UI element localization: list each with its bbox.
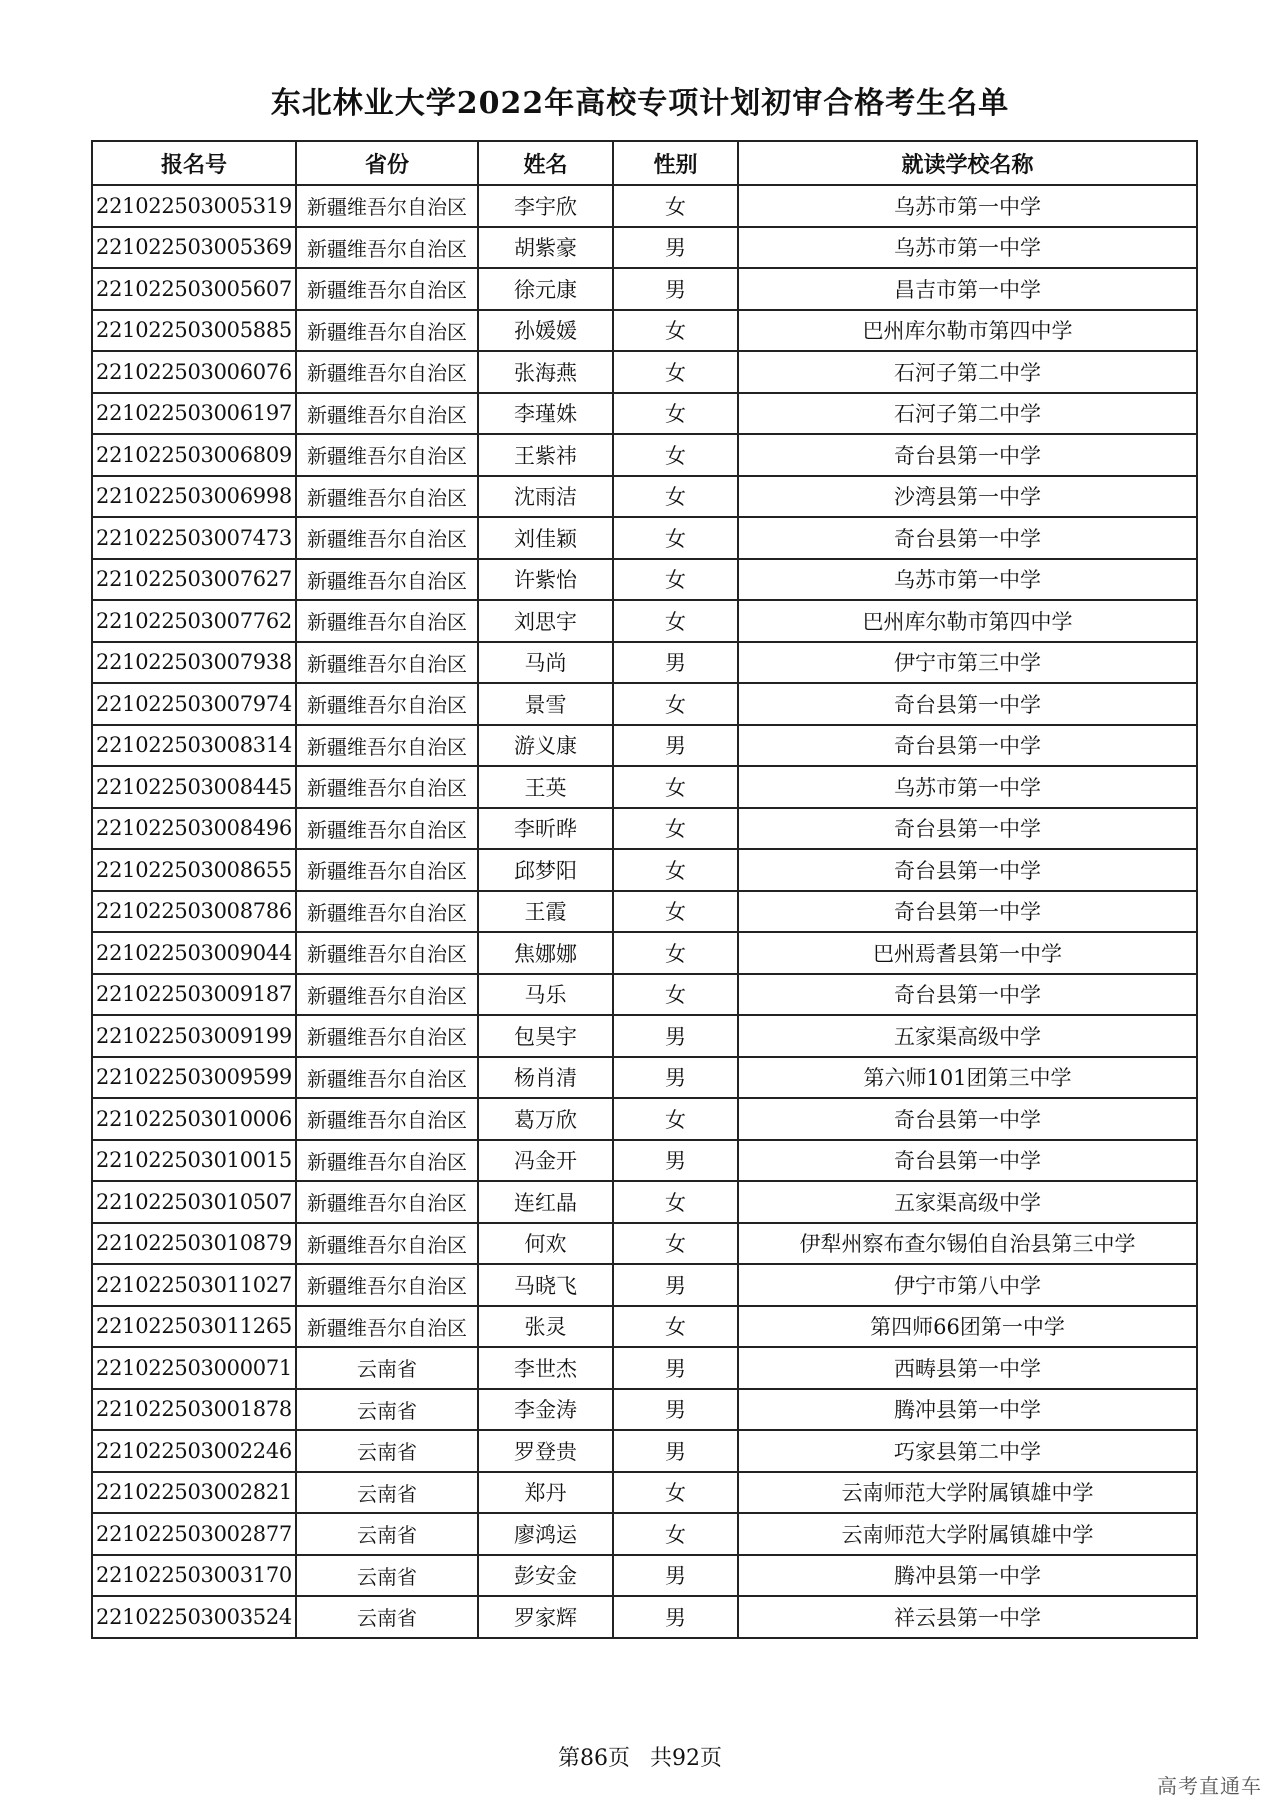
province-cell: 新疆维吾尔自治区	[296, 891, 478, 933]
table-row	[92, 808, 1197, 850]
province-cell: 新疆维吾尔自治区	[296, 476, 478, 518]
gender-cell: 男	[613, 1264, 738, 1306]
registration-number-cell: 221022503011265	[92, 1306, 296, 1348]
table-row	[92, 1223, 1197, 1265]
gender-cell: 女	[613, 1181, 738, 1223]
school-cell: 第四师66团第一中学	[738, 1306, 1197, 1348]
table-row	[92, 1555, 1197, 1597]
name-cell: 马晓飞	[478, 1264, 613, 1306]
school-cell: 奇台县第一中学	[738, 891, 1197, 933]
school-cell: 奇台县第一中学	[738, 1098, 1197, 1140]
registration-number-cell: 221022503001878	[92, 1389, 296, 1431]
candidate-table	[91, 140, 1198, 1639]
school-cell: 奇台县第一中学	[738, 517, 1197, 559]
name-cell: 许紫怡	[478, 559, 613, 601]
gender-cell: 男	[613, 1430, 738, 1472]
gender-cell: 女	[613, 351, 738, 393]
table-row	[92, 351, 1197, 393]
table-row	[92, 1306, 1197, 1348]
gender-cell: 女	[613, 434, 738, 476]
gender-cell: 男	[613, 1140, 738, 1182]
registration-number-cell: 221022503007627	[92, 559, 296, 601]
province-cell: 云南省	[296, 1472, 478, 1514]
province-cell: 云南省	[296, 1389, 478, 1431]
province-cell: 新疆维吾尔自治区	[296, 227, 478, 269]
registration-number-cell: 221022503010879	[92, 1223, 296, 1265]
registration-number-cell: 221022503009199	[92, 1015, 296, 1057]
name-cell: 邱梦阳	[478, 849, 613, 891]
name-cell: 罗家辉	[478, 1596, 613, 1638]
gender-cell: 女	[613, 683, 738, 725]
gender-cell: 女	[613, 974, 738, 1016]
table-row	[92, 1140, 1197, 1182]
registration-number-cell: 221022503008445	[92, 766, 296, 808]
name-cell: 李昕晔	[478, 808, 613, 850]
gender-cell: 女	[613, 559, 738, 601]
province-cell: 新疆维吾尔自治区	[296, 310, 478, 352]
name-cell: 冯金开	[478, 1140, 613, 1182]
gender-cell: 男	[613, 1596, 738, 1638]
name-cell: 马乐	[478, 974, 613, 1016]
header-name: 姓名	[478, 141, 613, 185]
table-row	[92, 849, 1197, 891]
table-row	[92, 1430, 1197, 1472]
registration-number-cell: 221022503000071	[92, 1347, 296, 1389]
school-cell: 五家渠高级中学	[738, 1015, 1197, 1057]
school-cell: 石河子第二中学	[738, 393, 1197, 435]
school-cell: 石河子第二中学	[738, 351, 1197, 393]
registration-number-cell: 221022503006076	[92, 351, 296, 393]
registration-number-cell: 221022503003170	[92, 1555, 296, 1597]
name-cell: 张灵	[478, 1306, 613, 1348]
school-cell: 奇台县第一中学	[738, 683, 1197, 725]
registration-number-cell: 221022503005607	[92, 268, 296, 310]
registration-number-cell: 221022503010006	[92, 1098, 296, 1140]
name-cell: 李宇欣	[478, 185, 613, 227]
gender-cell: 男	[613, 725, 738, 767]
table-row	[92, 1389, 1197, 1431]
table-row	[92, 1181, 1197, 1223]
table-row	[92, 1472, 1197, 1514]
province-cell: 新疆维吾尔自治区	[296, 600, 478, 642]
gender-cell: 女	[613, 600, 738, 642]
school-cell: 巴州库尔勒市第四中学	[738, 310, 1197, 352]
registration-number-cell: 221022503009187	[92, 974, 296, 1016]
gender-cell: 女	[613, 766, 738, 808]
table-body	[92, 185, 1197, 1638]
province-cell: 云南省	[296, 1513, 478, 1555]
gender-cell: 女	[613, 1223, 738, 1265]
name-cell: 游义康	[478, 725, 613, 767]
name-cell: 马尚	[478, 642, 613, 684]
school-cell: 沙湾县第一中学	[738, 476, 1197, 518]
table-row	[92, 600, 1197, 642]
province-cell: 新疆维吾尔自治区	[296, 808, 478, 850]
school-cell: 乌苏市第一中学	[738, 185, 1197, 227]
registration-number-cell: 221022503003524	[92, 1596, 296, 1638]
page-number: 第86页	[558, 1746, 630, 1771]
registration-number-cell: 221022503002821	[92, 1472, 296, 1514]
registration-number-cell: 221022503007974	[92, 683, 296, 725]
table-row	[92, 268, 1197, 310]
table-row	[92, 683, 1197, 725]
province-cell: 新疆维吾尔自治区	[296, 1306, 478, 1348]
school-cell: 第六师101团第三中学	[738, 1057, 1197, 1099]
school-cell: 乌苏市第一中学	[738, 766, 1197, 808]
name-cell: 胡紫豪	[478, 227, 613, 269]
province-cell: 新疆维吾尔自治区	[296, 974, 478, 1016]
name-cell: 王霞	[478, 891, 613, 933]
gender-cell: 女	[613, 476, 738, 518]
header-province: 省份	[296, 141, 478, 185]
header-gender: 性别	[613, 141, 738, 185]
school-cell: 五家渠高级中学	[738, 1181, 1197, 1223]
name-cell: 何欢	[478, 1223, 613, 1265]
name-cell: 罗登贵	[478, 1430, 613, 1472]
school-cell: 西畴县第一中学	[738, 1347, 1197, 1389]
name-cell: 王英	[478, 766, 613, 808]
school-cell: 祥云县第一中学	[738, 1596, 1197, 1638]
name-cell: 刘佳颖	[478, 517, 613, 559]
name-cell: 孙媛媛	[478, 310, 613, 352]
table-row	[92, 1596, 1197, 1638]
table-row	[92, 227, 1197, 269]
gender-cell: 男	[613, 227, 738, 269]
gender-cell: 女	[613, 310, 738, 352]
name-cell: 包昊宇	[478, 1015, 613, 1057]
table-row	[92, 310, 1197, 352]
gender-cell: 女	[613, 849, 738, 891]
name-cell: 李瑾姝	[478, 393, 613, 435]
province-cell: 新疆维吾尔自治区	[296, 351, 478, 393]
name-cell: 刘思宇	[478, 600, 613, 642]
watermark: 高考直通车	[1157, 1774, 1262, 1798]
province-cell: 新疆维吾尔自治区	[296, 642, 478, 684]
registration-number-cell: 221022503007473	[92, 517, 296, 559]
table-row	[92, 974, 1197, 1016]
province-cell: 新疆维吾尔自治区	[296, 766, 478, 808]
registration-number-cell: 221022503008786	[92, 891, 296, 933]
name-cell: 葛万欣	[478, 1098, 613, 1140]
table-row	[92, 1347, 1197, 1389]
gender-cell: 女	[613, 891, 738, 933]
table-row	[92, 891, 1197, 933]
registration-number-cell: 221022503005319	[92, 185, 296, 227]
province-cell: 新疆维吾尔自治区	[296, 1140, 478, 1182]
name-cell: 李金涛	[478, 1389, 613, 1431]
registration-number-cell: 221022503011027	[92, 1264, 296, 1306]
page-total: 共92页	[650, 1746, 722, 1771]
registration-number-cell: 221022503002877	[92, 1513, 296, 1555]
table-row	[92, 434, 1197, 476]
school-cell: 昌吉市第一中学	[738, 268, 1197, 310]
province-cell: 新疆维吾尔自治区	[296, 268, 478, 310]
province-cell: 新疆维吾尔自治区	[296, 1181, 478, 1223]
gender-cell: 女	[613, 1513, 738, 1555]
gender-cell: 女	[613, 517, 738, 559]
province-cell: 云南省	[296, 1347, 478, 1389]
province-cell: 新疆维吾尔自治区	[296, 1057, 478, 1099]
name-cell: 连红晶	[478, 1181, 613, 1223]
school-cell: 云南师范大学附属镇雄中学	[738, 1513, 1197, 1555]
table-row	[92, 1015, 1197, 1057]
school-cell: 云南师范大学附属镇雄中学	[738, 1472, 1197, 1514]
registration-number-cell: 221022503006809	[92, 434, 296, 476]
name-cell: 彭安金	[478, 1555, 613, 1597]
registration-number-cell: 221022503009599	[92, 1057, 296, 1099]
school-cell: 伊宁市第三中学	[738, 642, 1197, 684]
registration-number-cell: 221022503007938	[92, 642, 296, 684]
province-cell: 新疆维吾尔自治区	[296, 683, 478, 725]
table-row	[92, 476, 1197, 518]
province-cell: 云南省	[296, 1596, 478, 1638]
name-cell: 焦娜娜	[478, 932, 613, 974]
province-cell: 新疆维吾尔自治区	[296, 849, 478, 891]
school-cell: 乌苏市第一中学	[738, 559, 1197, 601]
table-row	[92, 725, 1197, 767]
page-footer	[0, 1741, 1280, 1772]
province-cell: 新疆维吾尔自治区	[296, 434, 478, 476]
province-cell: 新疆维吾尔自治区	[296, 517, 478, 559]
registration-number-cell: 221022503009044	[92, 932, 296, 974]
province-cell: 云南省	[296, 1430, 478, 1472]
province-cell: 新疆维吾尔自治区	[296, 185, 478, 227]
registration-number-cell: 221022503010507	[92, 1181, 296, 1223]
table-header-row	[92, 141, 1197, 185]
registration-number-cell: 221022503005369	[92, 227, 296, 269]
gender-cell: 女	[613, 808, 738, 850]
school-cell: 巴州库尔勒市第四中学	[738, 600, 1197, 642]
province-cell: 新疆维吾尔自治区	[296, 932, 478, 974]
name-cell: 杨肖清	[478, 1057, 613, 1099]
registration-number-cell: 221022503010015	[92, 1140, 296, 1182]
gender-cell: 男	[613, 642, 738, 684]
gender-cell: 男	[613, 1015, 738, 1057]
school-cell: 奇台县第一中学	[738, 434, 1197, 476]
table-row	[92, 766, 1197, 808]
name-cell: 沈雨洁	[478, 476, 613, 518]
school-cell: 奇台县第一中学	[738, 725, 1197, 767]
registration-number-cell: 221022503005885	[92, 310, 296, 352]
gender-cell: 男	[613, 1347, 738, 1389]
registration-number-cell: 221022503008314	[92, 725, 296, 767]
name-cell: 张海燕	[478, 351, 613, 393]
gender-cell: 女	[613, 185, 738, 227]
gender-cell: 女	[613, 1306, 738, 1348]
province-cell: 新疆维吾尔自治区	[296, 725, 478, 767]
table-row	[92, 932, 1197, 974]
gender-cell: 女	[613, 1472, 738, 1514]
school-cell: 伊犁州察布查尔锡伯自治县第三中学	[738, 1223, 1197, 1265]
gender-cell: 男	[613, 1057, 738, 1099]
table-row	[92, 1513, 1197, 1555]
gender-cell: 男	[613, 268, 738, 310]
table-row	[92, 1098, 1197, 1140]
registration-number-cell: 221022503007762	[92, 600, 296, 642]
name-cell: 徐元康	[478, 268, 613, 310]
province-cell: 新疆维吾尔自治区	[296, 1223, 478, 1265]
name-cell: 景雪	[478, 683, 613, 725]
header-school: 就读学校名称	[738, 141, 1197, 185]
gender-cell: 男	[613, 1555, 738, 1597]
province-cell: 新疆维吾尔自治区	[296, 393, 478, 435]
school-cell: 巧家县第二中学	[738, 1430, 1197, 1472]
school-cell: 奇台县第一中学	[738, 974, 1197, 1016]
page-title: 东北林业大学2022年高校专项计划初审合格考生名单	[270, 86, 1010, 121]
table-row	[92, 1264, 1197, 1306]
province-cell: 新疆维吾尔自治区	[296, 1015, 478, 1057]
registration-number-cell: 221022503006197	[92, 393, 296, 435]
name-cell: 郑丹	[478, 1472, 613, 1514]
school-cell: 腾冲县第一中学	[738, 1555, 1197, 1597]
table-row	[92, 393, 1197, 435]
school-cell: 巴州焉耆县第一中学	[738, 932, 1197, 974]
gender-cell: 女	[613, 393, 738, 435]
registration-number-cell: 221022503008496	[92, 808, 296, 850]
table-row	[92, 185, 1197, 227]
header-registration-number: 报名号	[92, 141, 296, 185]
registration-number-cell: 221022503008655	[92, 849, 296, 891]
table-row	[92, 642, 1197, 684]
registration-number-cell: 221022503002246	[92, 1430, 296, 1472]
gender-cell: 女	[613, 932, 738, 974]
school-cell: 乌苏市第一中学	[738, 227, 1197, 269]
name-cell: 李世杰	[478, 1347, 613, 1389]
province-cell: 新疆维吾尔自治区	[296, 1098, 478, 1140]
school-cell: 伊宁市第八中学	[738, 1264, 1197, 1306]
registration-number-cell: 221022503006998	[92, 476, 296, 518]
name-cell: 廖鸿运	[478, 1513, 613, 1555]
gender-cell: 女	[613, 1098, 738, 1140]
province-cell: 新疆维吾尔自治区	[296, 559, 478, 601]
school-cell: 奇台县第一中学	[738, 808, 1197, 850]
province-cell: 新疆维吾尔自治区	[296, 1264, 478, 1306]
province-cell: 云南省	[296, 1555, 478, 1597]
school-cell: 奇台县第一中学	[738, 849, 1197, 891]
table-row	[92, 559, 1197, 601]
table-row	[92, 1057, 1197, 1099]
school-cell: 腾冲县第一中学	[738, 1389, 1197, 1431]
table-row	[92, 517, 1197, 559]
gender-cell: 男	[613, 1389, 738, 1431]
name-cell: 王紫祎	[478, 434, 613, 476]
school-cell: 奇台县第一中学	[738, 1140, 1197, 1182]
